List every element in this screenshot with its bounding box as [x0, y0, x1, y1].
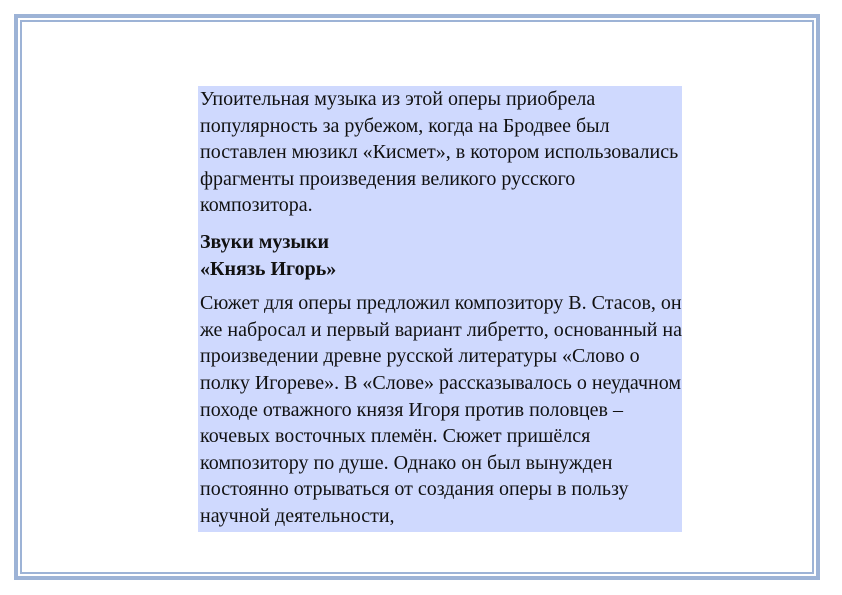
body-paragraph: Сюжет для оперы предложил композитору В. Стасов, он же набросал и первый вариант либретто, основанный на произведении древне русской литературы «Слово о полку Игореве». В «Слове» рассказывалось о неудачном походе отважного князя Игоря против половцев – кочевых восточных племён. Сюжет пришёлся композитору по душе. Однако он был вынужден постоянно отрываться от создания оперы в пользу научной деятельности, — [200, 292, 683, 527]
section-heading — [200, 229, 682, 282]
text-block — [198, 86, 682, 532]
heading-line-1: Звуки музыки — [200, 230, 330, 253]
heading-line-2: «Князь Игорь» — [200, 257, 337, 280]
intro-paragraph: Упоительная музыка из этой оперы приобрела популярность за рубежом, когда на Бродвее был поставлен мюзикл «Кисмет», в котором использовались фрагменты произведения великого русского композитора. — [200, 88, 679, 217]
